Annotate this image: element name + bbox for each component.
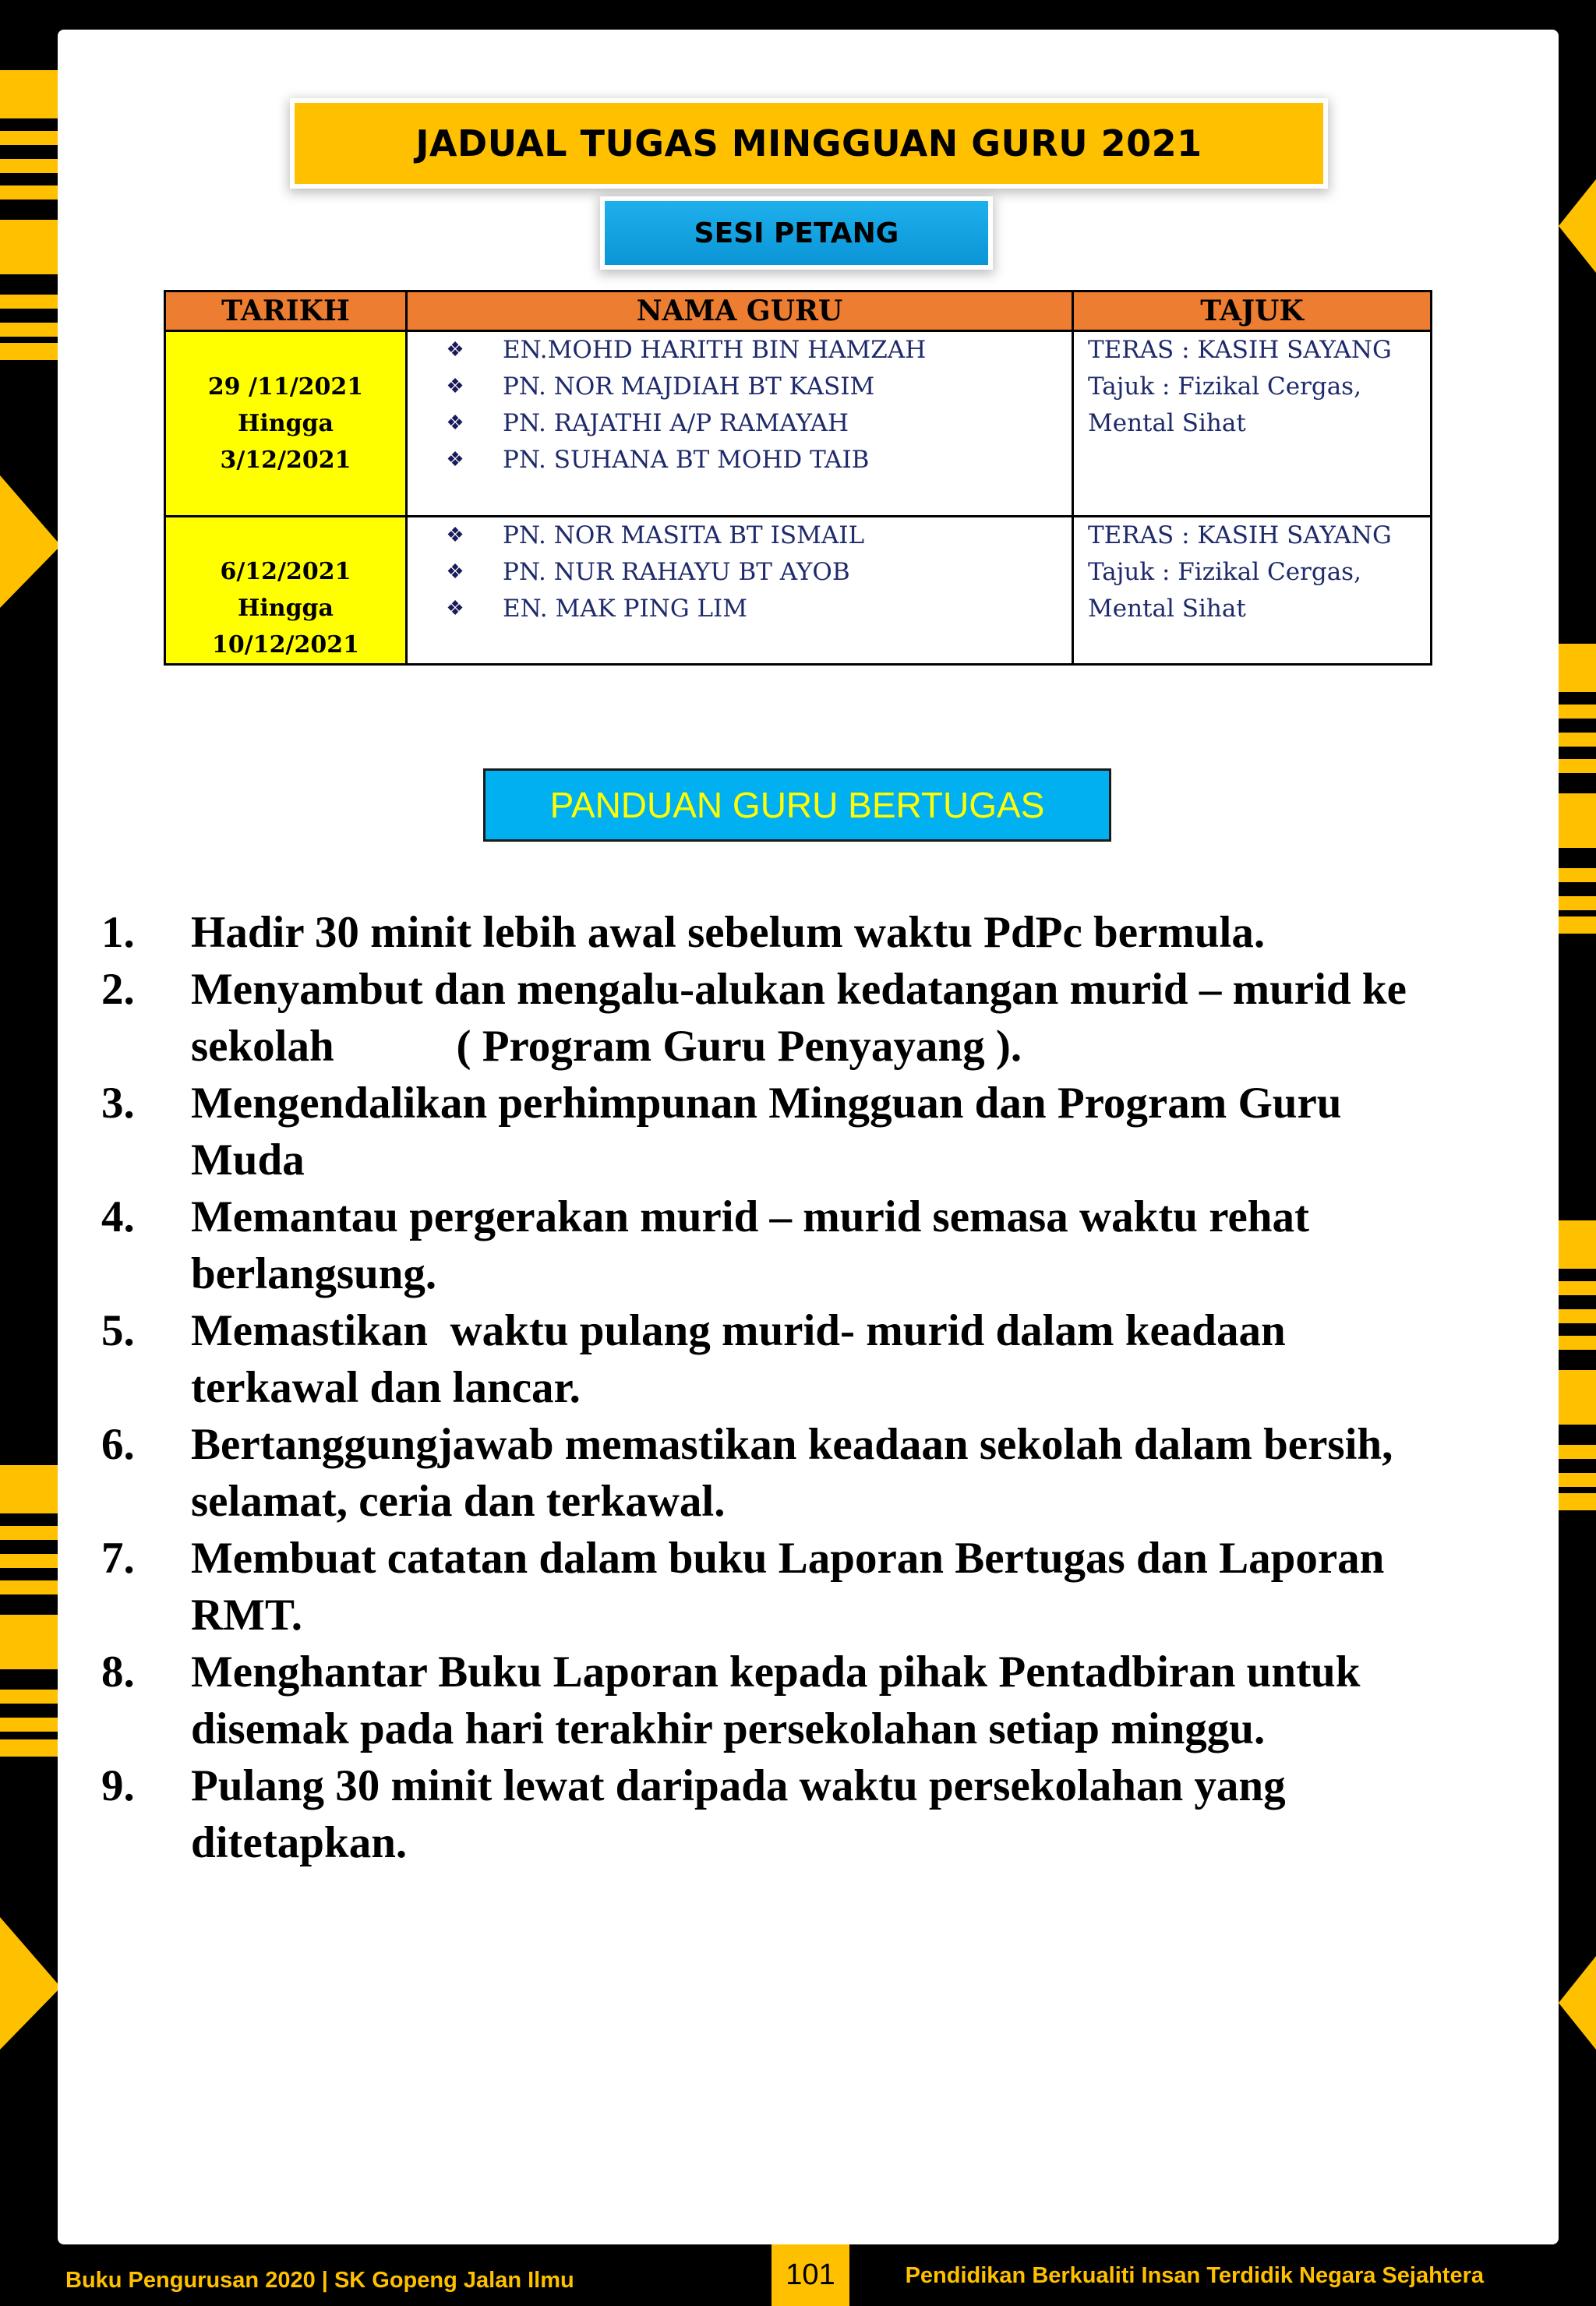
- teacher-name: EN.MOHD HARITH BIN HAMZAH: [503, 336, 927, 364]
- table-row: [165, 331, 1432, 517]
- item-line: disemak pada hari terakhir persekolahan setiap minggu.: [191, 1704, 1266, 1753]
- list-item: [408, 405, 1072, 442]
- item-line: Menghantar Buku Laporan kepada pihak Pentadbiran untuk: [191, 1647, 1361, 1697]
- guide-title: PANDUAN GURU BERTUGAS: [549, 785, 1045, 825]
- teachers-cell: [407, 517, 1073, 665]
- item-line: ditetapkan.: [191, 1818, 408, 1867]
- list-item: [408, 369, 1072, 405]
- date-separator: Hingga: [238, 410, 334, 437]
- item-text: [191, 1530, 1504, 1644]
- topic-line: Tajuk : Fizikal Cergas,: [1088, 373, 1361, 401]
- bullet-icon: ❖: [446, 448, 464, 471]
- item-line: Memantau pergerakan murid – murid semasa waktu rehat: [191, 1192, 1309, 1241]
- teacher-name: PN. RAJATHI A/P RAMAYAH: [503, 409, 849, 437]
- bullet-icon: ❖: [446, 524, 464, 547]
- session-banner: [605, 201, 988, 265]
- item-line: Bertanggungjawab memastikan keadaan sekolah dalam bersih,: [191, 1420, 1393, 1469]
- page-number: 101: [772, 2244, 849, 2306]
- list-item: [101, 1757, 1504, 1871]
- list-item: [101, 1644, 1504, 1757]
- item-line: Menyambut dan mengalu-alukan kedatangan murid – murid ke: [191, 965, 1407, 1014]
- item-line: Hadir 30 minit lebih awal sebelum waktu PdPc bermula.: [191, 908, 1266, 957]
- topic-line: Mental Sihat: [1088, 595, 1246, 623]
- footer-book-title: Buku Pengurusan 2020 | SK Gopeng Jalan Ilmu: [65, 2268, 574, 2293]
- list-item: [101, 904, 1504, 961]
- teacher-name: PN. NOR MASITA BT ISMAIL: [503, 521, 865, 549]
- item-number: 8.: [101, 1647, 135, 1697]
- item-line: terkawal dan lancar.: [191, 1363, 581, 1412]
- item-number: 1.: [101, 908, 135, 957]
- list-item: [101, 1188, 1504, 1302]
- item-line: berlangsung.: [191, 1249, 437, 1298]
- item-text: [191, 1644, 1504, 1757]
- list-item: [408, 591, 1072, 627]
- bullet-icon: ❖: [446, 597, 464, 620]
- footer-motto: Pendidikan Berkualiti Insan Terdidik Negara Sejahtera: [905, 2263, 1484, 2288]
- bullet-icon: ❖: [446, 560, 464, 584]
- item-number: 6.: [101, 1420, 135, 1469]
- item-text: [191, 1416, 1504, 1530]
- item-line: Membuat catatan dalam buku Laporan Bertugas dan Laporan: [191, 1534, 1385, 1583]
- teachers-cell: [407, 331, 1073, 517]
- item-number: 9.: [101, 1761, 135, 1810]
- item-text: [191, 904, 1504, 961]
- teacher-name: PN. SUHANA BT MOHD TAIB: [503, 446, 870, 474]
- date-end: 3/12/2021: [220, 447, 351, 474]
- date-start: 6/12/2021: [220, 558, 351, 585]
- topic-line: Mental Sihat: [1088, 409, 1246, 437]
- guide-list: [101, 904, 1504, 1871]
- date-cell: [165, 517, 407, 665]
- item-number: 5.: [101, 1306, 135, 1355]
- list-item: [101, 1075, 1504, 1188]
- column-header-topic: TAJUK: [1073, 291, 1432, 331]
- item-number: 2.: [101, 965, 135, 1014]
- table-header-row: [165, 291, 1432, 331]
- column-header-teachers: NAMA GURU: [407, 291, 1073, 331]
- item-text: [191, 1757, 1504, 1871]
- table-row: [165, 517, 1432, 665]
- item-line: Pulang 30 minit lewat daripada waktu persekolahan yang: [191, 1761, 1286, 1810]
- item-line: selamat, ceria dan terkawal.: [191, 1477, 726, 1526]
- list-item: [101, 961, 1504, 1075]
- bullet-icon: ❖: [446, 338, 464, 362]
- date-start: 29 /11/2021: [207, 373, 364, 401]
- item-number: 4.: [101, 1192, 135, 1241]
- page-title-banner: [295, 103, 1323, 184]
- list-item: [408, 332, 1072, 369]
- teacher-name: EN. MAK PING LIM: [503, 595, 748, 623]
- item-text: [191, 961, 1504, 1075]
- list-item: [101, 1302, 1504, 1416]
- bullet-icon: ❖: [446, 411, 464, 435]
- topic-line: TERAS : KASIH SAYANG: [1088, 336, 1392, 364]
- teacher-name: PN. NOR MAJDIAH BT KASIM: [503, 373, 875, 401]
- list-item: [408, 554, 1072, 591]
- topic-cell: [1073, 517, 1432, 665]
- guide-title-banner: [483, 768, 1111, 842]
- topic-line: TERAS : KASIH SAYANG: [1088, 521, 1392, 549]
- page-title: JADUAL TUGAS MINGGUAN GURU 2021: [415, 122, 1202, 164]
- item-text: [191, 1188, 1504, 1302]
- item-line: sekolah ( Program Guru Penyayang ).: [191, 1022, 1022, 1071]
- item-number: 3.: [101, 1079, 135, 1128]
- list-item: [101, 1416, 1504, 1530]
- topic-line: Tajuk : Fizikal Cergas,: [1088, 558, 1361, 586]
- column-header-date: TARIKH: [165, 291, 407, 331]
- date-cell: [165, 331, 407, 517]
- page-footer: [0, 2244, 1596, 2306]
- list-item: [408, 517, 1072, 554]
- list-item: [101, 1530, 1504, 1644]
- date-end: 10/12/2021: [212, 631, 359, 659]
- topic-cell: [1073, 331, 1432, 517]
- date-separator: Hingga: [238, 595, 334, 622]
- item-line: Muda: [191, 1135, 305, 1185]
- item-text: [191, 1075, 1504, 1188]
- item-line: Memastikan waktu pulang murid- murid dalam keadaan: [191, 1306, 1286, 1355]
- duty-schedule-table: [164, 290, 1432, 666]
- item-number: 7.: [101, 1534, 135, 1583]
- teacher-name: PN. NUR RAHAYU BT AYOB: [503, 558, 850, 586]
- item-line: RMT.: [191, 1591, 303, 1640]
- list-item: [408, 442, 1072, 479]
- item-text: [191, 1302, 1504, 1416]
- session-label: SESI PETANG: [694, 217, 899, 249]
- item-line: Mengendalikan perhimpunan Mingguan dan Program Guru: [191, 1079, 1342, 1128]
- bullet-icon: ❖: [446, 375, 464, 398]
